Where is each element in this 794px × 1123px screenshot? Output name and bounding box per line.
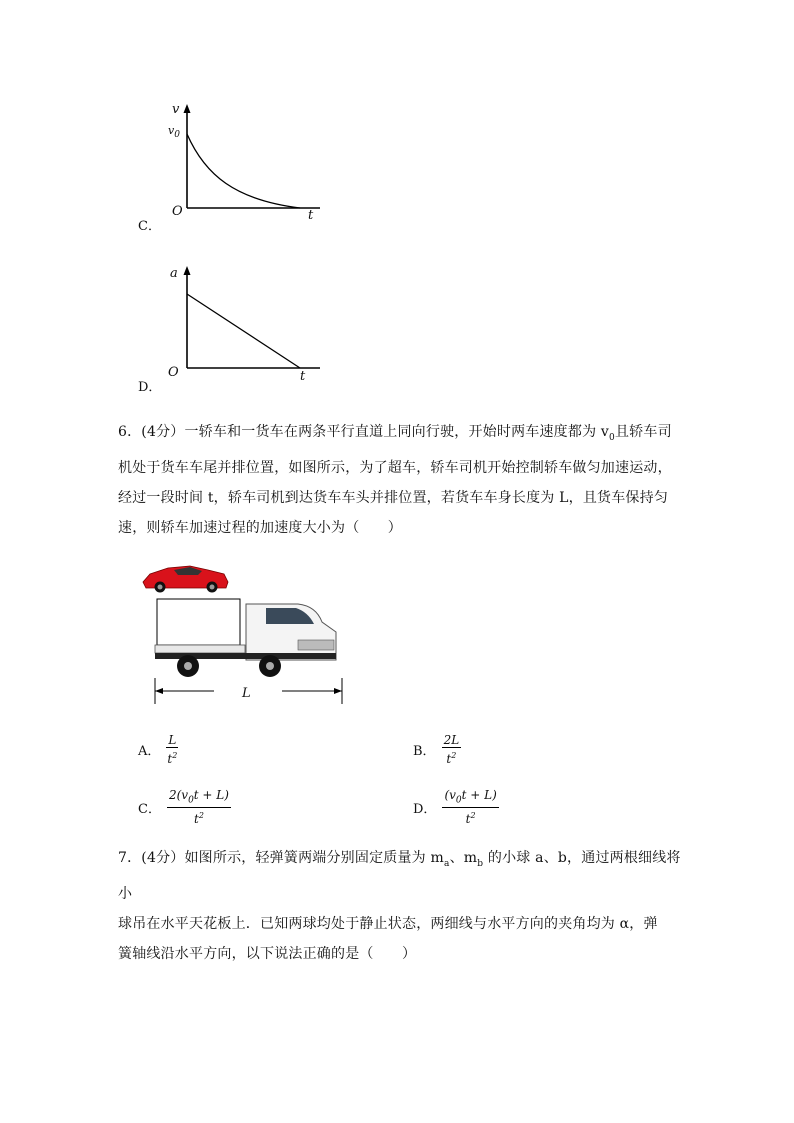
q6-line-4: 速，则轿车加速过程的加速度大小为（ ）: [118, 519, 402, 536]
graph-d: [130, 262, 350, 397]
q6-option-b[interactable]: B． $\frac{2L}{t^2}$: [413, 733, 460, 766]
graph-c: [130, 100, 350, 235]
graph-c-v-label: v: [172, 102, 180, 117]
q7-line-1: 7．(4分）如图所示，轻弹簧两端分别固定质量为 $m_a$、$m_b$ 的小球 a、b，通过两根细线将小: [118, 850, 681, 902]
question-6-text: [118, 417, 688, 543]
graph-c-svg: [130, 100, 350, 235]
graph-d-origin: O: [168, 365, 179, 380]
graph-c-decay-curve: [187, 134, 300, 208]
option-a-fraction: $\frac{L}{t^2}$: [167, 733, 178, 766]
option-d-fraction: $\frac{(v_0t + L)}{t^2}$: [444, 788, 497, 827]
red-car-icon: [143, 566, 228, 593]
q7-line-3: 簧轴线沿水平方向，以下说法正确的是（ ）: [118, 945, 417, 962]
truck-bed: [155, 645, 245, 653]
q6-line-3: 经过一段时间 t，轿车司机到达货车车头并排位置，若货车车身长度为 L，且货车保持匀: [118, 489, 669, 506]
q7-line-2: 球吊在水平天花板上．已知两球均处于静止状态，两细线与水平方向的夹角均为 α，弹: [118, 915, 658, 932]
graph-c-origin: O: [172, 204, 183, 219]
q6-option-c[interactable]: C． $\frac{2(v_0t + L)}{t^2}$: [138, 788, 229, 827]
q6-option-a[interactable]: A． $\frac{L}{t^2}$: [138, 733, 178, 766]
truck-cargo-box: [157, 599, 240, 645]
question-7-text: [118, 843, 688, 969]
graph-d-y-arrow: [184, 266, 191, 275]
graph-d-svg: [130, 262, 350, 397]
q6-line-1: 6．(4分）一轿车和一货车在两条平行直道上同向行驶，开始时两车速度都为 $v_0$且轿车司: [118, 424, 672, 443]
option-b-fraction: $\frac{2L}{t^2}$: [443, 733, 460, 766]
car-truck-figure: [138, 560, 353, 710]
graph-c-t-label: t: [308, 208, 314, 223]
graph-d-a-label: a: [170, 266, 178, 281]
graph-d-option-label: D．: [138, 380, 162, 395]
option-c-fraction: $\frac{2(v_0t + L)}{t^2}$: [168, 788, 229, 827]
graph-d-linear-line: [187, 294, 300, 368]
length-label: L: [242, 686, 251, 701]
graph-c-v0-label: $v_0$: [168, 124, 180, 141]
graph-c-option-label: C．: [138, 219, 161, 234]
q6-line-2: 机处于货车车尾并排位置，如图所示，为了超车，轿车司机开始控制轿车做匀加速运动，: [118, 459, 672, 476]
q6-option-d[interactable]: D． $\frac{(v_0t + L)}{t^2}$: [413, 788, 497, 827]
graph-c-y-arrow: [184, 104, 191, 113]
graph-d-t-label: t: [300, 369, 306, 384]
